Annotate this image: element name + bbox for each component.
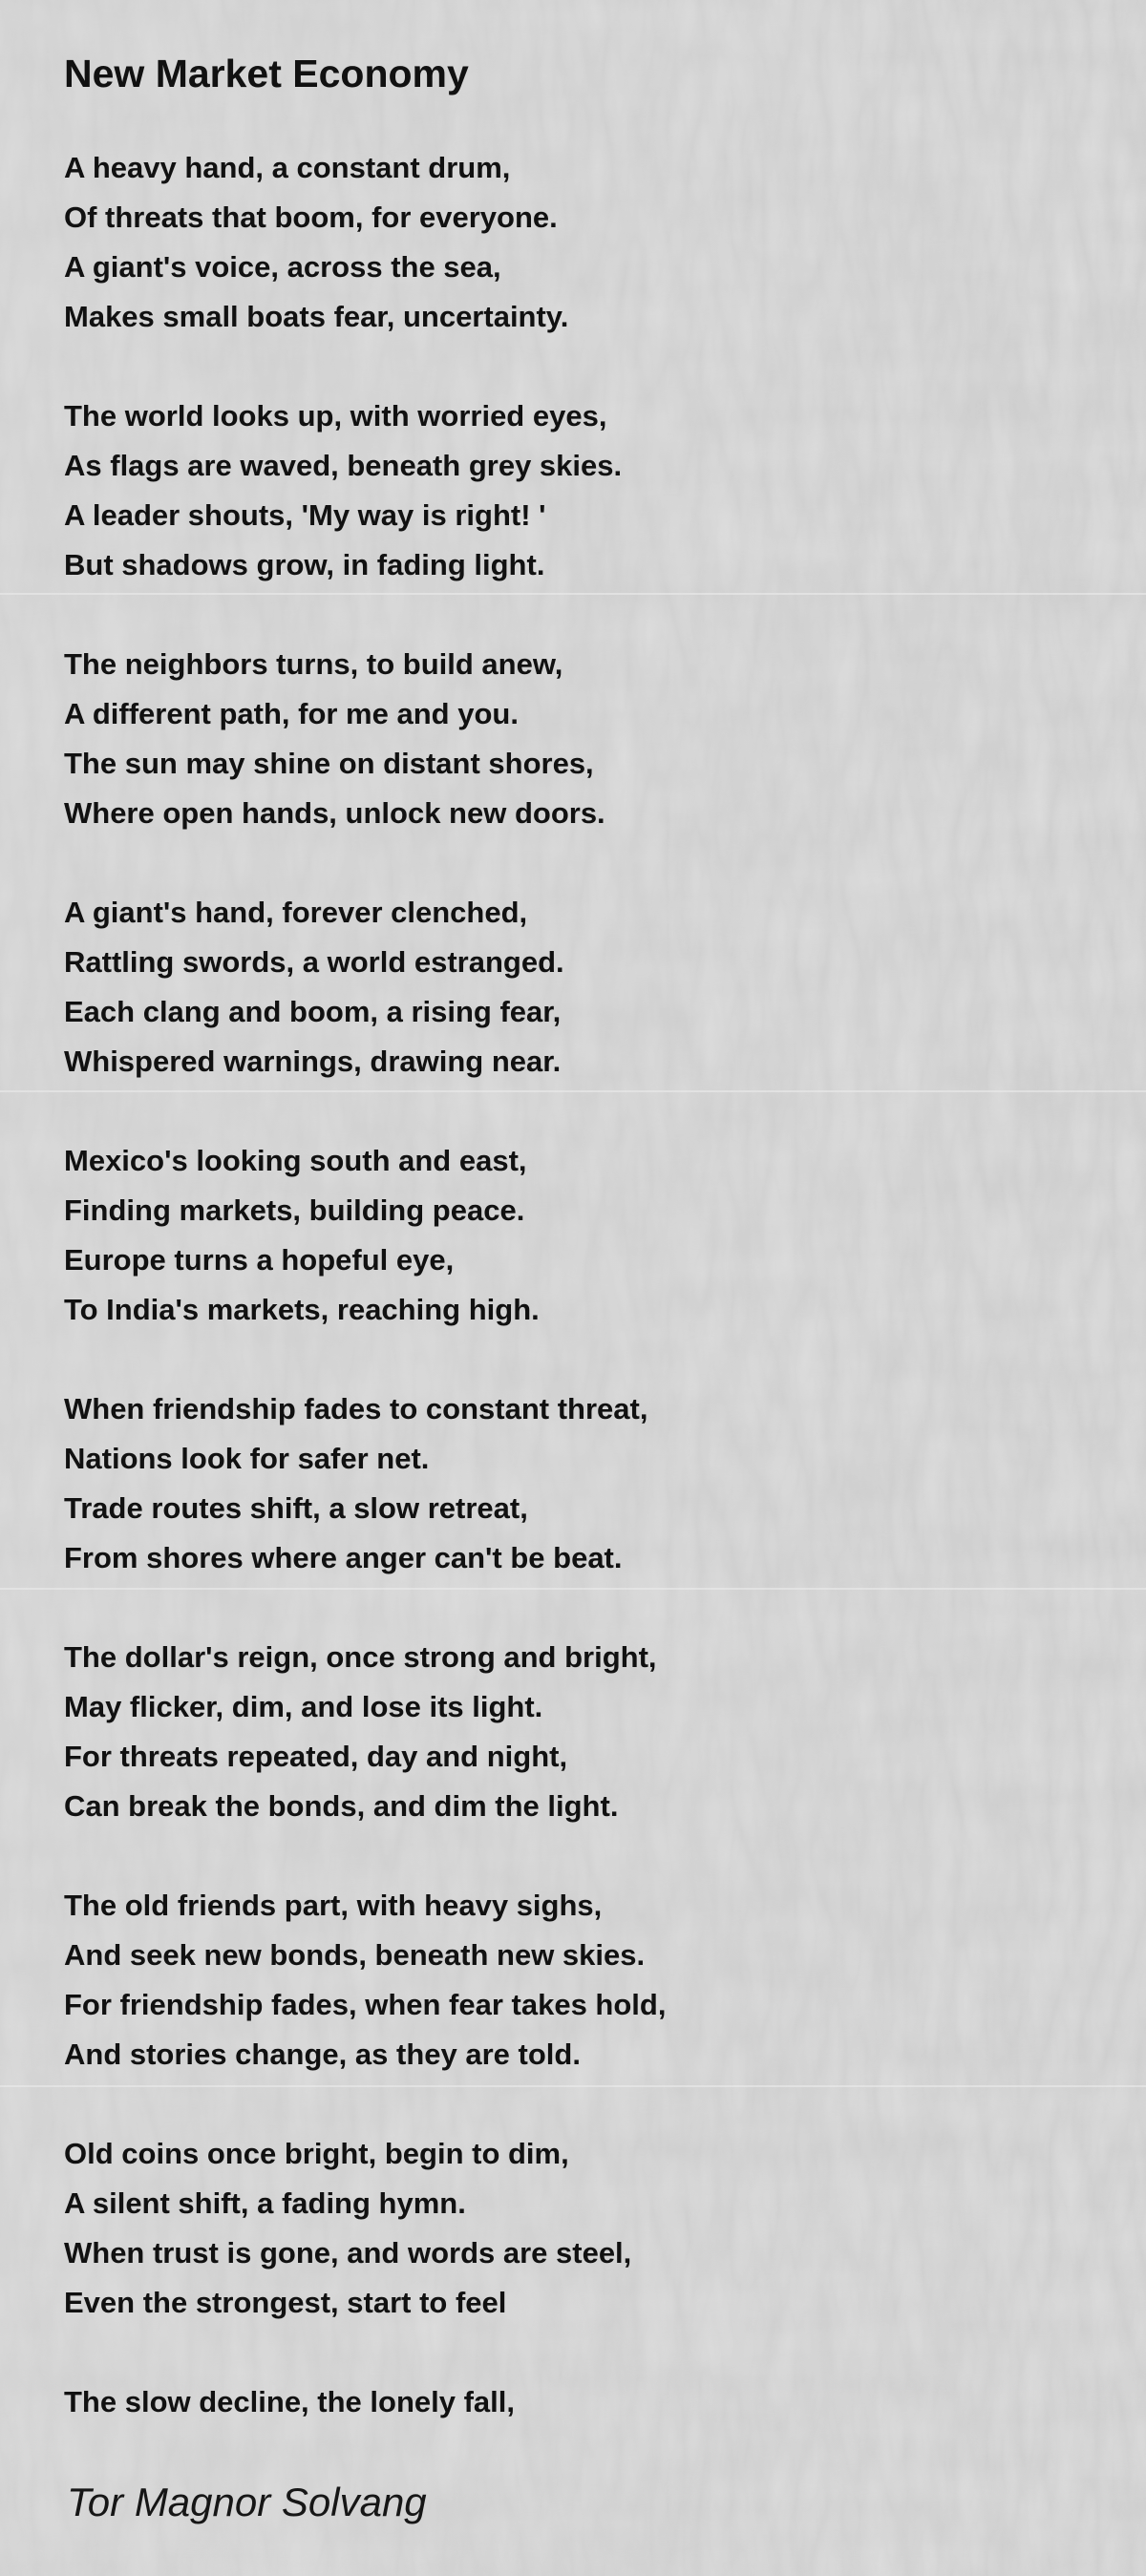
stanza (64, 1384, 647, 1583)
poem-line: A heavy hand, a constant drum, (64, 151, 511, 184)
poem-line: Whispered warnings, drawing near. (64, 1045, 562, 1078)
poem-line: And stories change, as they are told. (64, 2038, 581, 2071)
stanza (64, 1881, 666, 2080)
poem-line: A giant's hand, forever clenched, (64, 896, 528, 929)
poem-line: A giant's voice, across the sea, (64, 250, 501, 284)
poem-line: When trust is gone, and words are steel, (64, 2236, 632, 2270)
poem-line: Europe turns a hopeful eye, (64, 1243, 455, 1277)
poem-line: Mexico's looking south and east, (64, 1144, 527, 1177)
poem-line: The world looks up, with worried eyes, (64, 399, 607, 433)
poem-line: The slow decline, the lonely fall, (64, 2385, 515, 2418)
stanza (64, 2377, 515, 2427)
poem-line: For threats repeated, day and night, (64, 1740, 568, 1773)
author-signature: Tor Magnor Solvang (67, 2480, 427, 2524)
poem-line: But shadows grow, in fading light. (64, 548, 545, 581)
poem-line: Finding markets, building peace. (64, 1193, 525, 1227)
poem-line: Nations look for safer net. (64, 1442, 430, 1475)
poem-line: Where open hands, unlock new doors. (64, 796, 605, 830)
poem-line: As flags are waved, beneath grey skies. (64, 449, 623, 482)
stanza (64, 143, 568, 342)
poem-line: To India's markets, reaching high. (64, 1293, 540, 1326)
poem-line: Even the strongest, start to feel (64, 2286, 507, 2319)
poem-line: Rattling swords, a world estranged. (64, 945, 564, 979)
poem-title: New Market Economy (64, 52, 469, 95)
poem-line: A different path, for me and you. (64, 697, 519, 730)
poem-line: Can break the bonds, and dim the light. (64, 1789, 619, 1823)
poem-line: And seek new bonds, beneath new skies. (64, 1938, 646, 1972)
stanza (64, 1633, 657, 1831)
stanza (64, 2129, 631, 2328)
poem-line: The old friends part, with heavy sighs, (64, 1889, 603, 1922)
poem-line: Makes small boats fear, uncertainty. (64, 300, 569, 333)
stanza (64, 1136, 540, 1335)
poem-line: The neighbors turns, to build anew, (64, 647, 563, 681)
poem-line: For friendship fades, when fear takes hold, (64, 1988, 667, 2021)
poem-line: Old coins once bright, begin to dim, (64, 2137, 569, 2170)
poem-line: When friendship fades to constant threat, (64, 1392, 648, 1425)
poem-line: Trade routes shift, a slow retreat, (64, 1491, 528, 1525)
stanza (64, 391, 622, 590)
poem-line: A leader shouts, 'My way is right! ' (64, 498, 546, 532)
poem-line: Each clang and boom, a rising fear, (64, 995, 562, 1028)
poem-line: The sun may shine on distant shores, (64, 747, 594, 780)
poem-line: May flicker, dim, and lose its light. (64, 1690, 543, 1723)
poem-line: A silent shift, a fading hymn. (64, 2186, 466, 2220)
poem-line: From shores where anger can't be beat. (64, 1541, 623, 1574)
stanza (64, 640, 605, 838)
poem-line: Of threats that boom, for everyone. (64, 201, 558, 234)
poem-line: The dollar's reign, once strong and bright, (64, 1640, 657, 1674)
stanza (64, 888, 564, 1087)
